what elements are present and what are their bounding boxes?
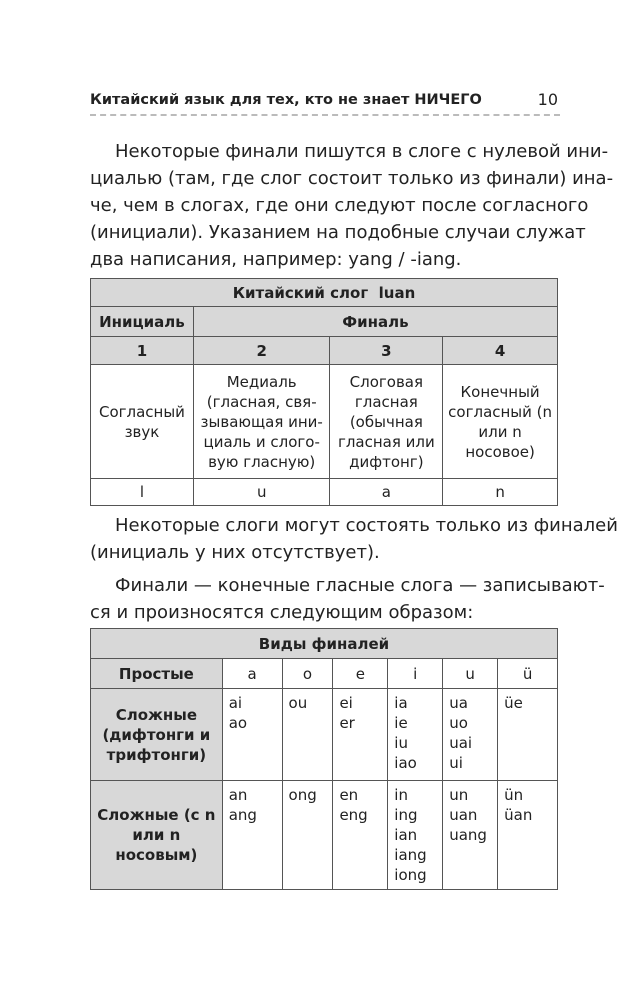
row-label: Простые bbox=[91, 659, 223, 689]
text-line: Некоторые слоги могут состоять только из финалей bbox=[115, 515, 618, 536]
final-cell bbox=[498, 689, 558, 781]
final-cell: o bbox=[282, 659, 333, 689]
letter-cell: n bbox=[443, 479, 558, 506]
text-line: (инициаль у них отсутствует). bbox=[90, 542, 380, 563]
final-item: uan bbox=[449, 806, 478, 824]
final-cell: ü bbox=[498, 659, 558, 689]
paragraph-3 bbox=[90, 572, 605, 626]
letter-cell: a bbox=[330, 479, 443, 506]
final-cell bbox=[498, 781, 558, 890]
final-header: Финаль bbox=[193, 307, 557, 337]
final-cell bbox=[333, 781, 388, 890]
col-number: 3 bbox=[330, 337, 443, 365]
final-cell bbox=[333, 689, 388, 781]
text-line: циалью (там, где слог состоит только из финали) ина- bbox=[90, 168, 614, 189]
final-cell: e bbox=[333, 659, 388, 689]
col-number: 1 bbox=[91, 337, 194, 365]
final-item: uai bbox=[449, 734, 473, 752]
final-cell bbox=[222, 781, 282, 890]
final-cell bbox=[282, 689, 333, 781]
final-item: ün bbox=[504, 786, 524, 804]
final-cell: u bbox=[443, 659, 498, 689]
final-item: uang bbox=[449, 826, 487, 844]
final-item: ua bbox=[449, 694, 468, 712]
final-item: un bbox=[449, 786, 469, 804]
final-item: iu bbox=[394, 734, 408, 752]
paragraph-2 bbox=[90, 512, 618, 566]
final-item: ie bbox=[394, 714, 408, 732]
paragraph-1 bbox=[90, 138, 614, 273]
initial-header: Инициаль bbox=[91, 307, 194, 337]
description-cell: Конечный согласный (n или n носовое) bbox=[443, 365, 558, 479]
final-item: ai bbox=[228, 694, 243, 712]
finals-row bbox=[91, 689, 558, 781]
final-item: ao bbox=[228, 714, 248, 732]
final-item: iang bbox=[394, 846, 427, 864]
final-item: ui bbox=[449, 754, 463, 772]
final-item: ia bbox=[394, 694, 408, 712]
row-label: Сложные (дифтонги и трифтонги) bbox=[91, 689, 223, 781]
text-line: Финали — конечные гласные слога — записывают- bbox=[115, 575, 605, 596]
description-cell: Слоговая гласная (обычная гласная или дифтонг) bbox=[330, 365, 443, 479]
final-item: er bbox=[339, 714, 355, 732]
final-item: üan bbox=[504, 806, 533, 824]
final-item: iao bbox=[394, 754, 417, 772]
final-item: ong bbox=[288, 786, 317, 804]
final-item: en bbox=[339, 786, 359, 804]
final-cell bbox=[388, 781, 443, 890]
col-number: 4 bbox=[443, 337, 558, 365]
text-line: Некоторые финали пишутся в слоге с нулевой ини- bbox=[115, 141, 609, 162]
finals-row bbox=[91, 781, 558, 890]
book-title: Китайский язык для тех, кто не знает НИЧЕГО bbox=[90, 92, 482, 108]
final-cell bbox=[443, 781, 498, 890]
text-line: (инициали). Указанием на подобные случаи служат bbox=[90, 222, 586, 243]
description-cell: Согласный звук bbox=[91, 365, 194, 479]
col-number: 2 bbox=[193, 337, 330, 365]
final-item: ou bbox=[288, 694, 308, 712]
final-item: iong bbox=[394, 866, 427, 884]
final-cell bbox=[443, 689, 498, 781]
description-cell: Медиаль (гласная, свя-зывающая ини-циаль и слого-вую гласную) bbox=[193, 365, 330, 479]
page-number: 10 bbox=[537, 90, 558, 109]
final-item: in bbox=[394, 786, 408, 804]
final-item: ian bbox=[394, 826, 418, 844]
final-cell: i bbox=[388, 659, 443, 689]
final-item: an bbox=[228, 786, 248, 804]
running-header bbox=[90, 90, 560, 116]
final-cell bbox=[222, 689, 282, 781]
final-item: ing bbox=[394, 806, 418, 824]
syllable-table-title: Китайский слог luan bbox=[91, 279, 558, 307]
final-item: uo bbox=[449, 714, 468, 732]
final-item: ei bbox=[339, 694, 353, 712]
letter-cell: l bbox=[91, 479, 194, 506]
final-cell bbox=[388, 689, 443, 781]
finals-row bbox=[91, 659, 558, 689]
final-item: ang bbox=[228, 806, 257, 824]
final-cell: a bbox=[222, 659, 282, 689]
row-label: Сложные (с n или n носовым) bbox=[91, 781, 223, 890]
final-item: eng bbox=[339, 806, 368, 824]
text-line: че, чем в слогах, где они следуют после согласного bbox=[90, 195, 589, 216]
letter-cell: u bbox=[193, 479, 330, 506]
syllable-table bbox=[90, 278, 558, 506]
finals-table-title: Виды финалей bbox=[91, 629, 558, 659]
final-item: üe bbox=[504, 694, 523, 712]
text-line: ся и произносятся следующим образом: bbox=[90, 602, 474, 623]
text-line: два написания, например: yang / -iang. bbox=[90, 249, 462, 270]
final-cell bbox=[282, 781, 333, 890]
finals-table bbox=[90, 628, 558, 890]
